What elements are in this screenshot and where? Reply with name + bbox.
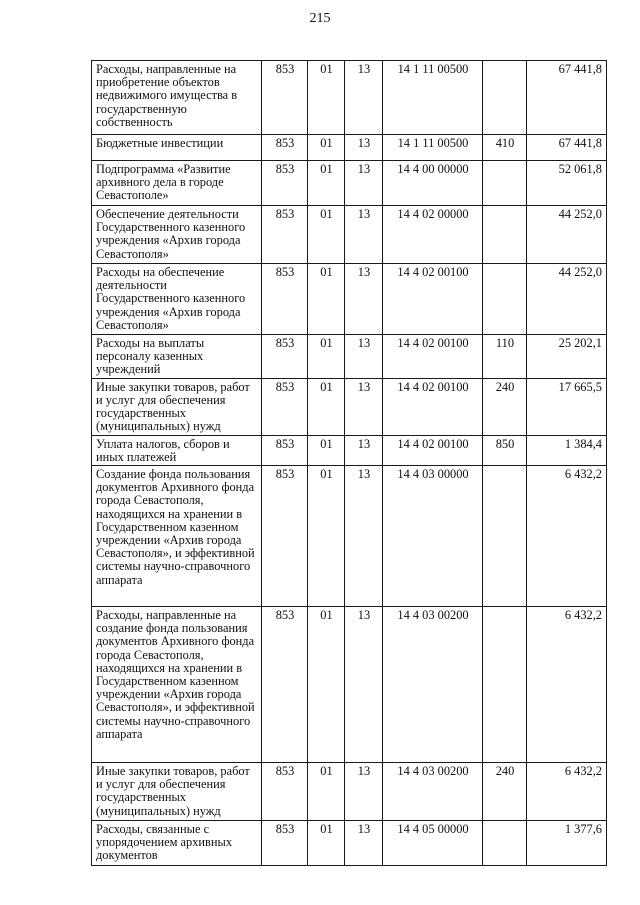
expense-type-code: [483, 161, 527, 206]
table-row: [92, 435, 607, 465]
target-article-code: 14 1 11 00500: [383, 61, 483, 135]
target-article-code: 14 4 03 00200: [383, 607, 483, 763]
target-article-code: 14 4 02 00100: [383, 335, 483, 379]
expense-type-code: [483, 61, 527, 135]
table-row: [92, 61, 607, 135]
section-code: 01: [308, 435, 345, 465]
amount: 6 432,2: [527, 763, 607, 821]
subsection-code: 13: [345, 607, 383, 763]
section-code: 01: [308, 135, 345, 161]
target-article-code: 14 4 02 00100: [383, 435, 483, 465]
expense-type-code: [483, 264, 527, 335]
amount: 1 384,4: [527, 435, 607, 465]
page-number: 215: [309, 11, 331, 26]
subsection-code: 13: [345, 264, 383, 335]
expense-type-code: [483, 607, 527, 763]
ministry-code: 853: [262, 435, 308, 465]
row-name: Иные закупки товаров, работ и услуг для обеспечения государственных (муниципальных) нужд: [92, 378, 262, 435]
subsection-code: 13: [345, 135, 383, 161]
table-row: [92, 135, 607, 161]
section-code: 01: [308, 264, 345, 335]
amount: 44 252,0: [527, 264, 607, 335]
target-article-code: 14 4 03 00200: [383, 763, 483, 821]
subsection-code: 13: [345, 378, 383, 435]
table-row: [92, 378, 607, 435]
section-code: 01: [308, 763, 345, 821]
amount: 25 202,1: [527, 335, 607, 379]
row-name: Расходы на обеспечение деятельности Государственного казенного учреждения «Архив города Севастополя»: [92, 264, 262, 335]
table-row: [92, 264, 607, 335]
row-name: Подпрограмма «Развитие архивного дела в городе Севастополе»: [92, 161, 262, 206]
amount: 6 432,2: [527, 466, 607, 607]
expense-type-code: [483, 821, 527, 866]
row-name: Обеспечение деятельности Государственного казенного учреждения «Архив города Севастополя»: [92, 206, 262, 264]
section-code: 01: [308, 206, 345, 264]
row-name: Расходы, направленные на приобретение объектов недвижимого имущества в государственную собственность: [92, 61, 262, 135]
expense-type-code: 240: [483, 763, 527, 821]
section-code: 01: [308, 607, 345, 763]
section-code: 01: [308, 161, 345, 206]
subsection-code: 13: [345, 206, 383, 264]
table-row: [92, 161, 607, 206]
table-row: [92, 335, 607, 379]
row-name: Уплата налогов, сборов и иных платежей: [92, 435, 262, 465]
row-name: Расходы, связанные с упорядочением архивных документов: [92, 821, 262, 866]
section-code: 01: [308, 821, 345, 866]
table-row: [92, 763, 607, 821]
amount: 17 665,5: [527, 378, 607, 435]
subsection-code: 13: [345, 335, 383, 379]
table-row: [92, 466, 607, 607]
row-name: Создание фонда пользования документов Архивного фонда города Севастополя, находящихся на хранении в Государственном казенном учреждении «Архив города Севастополя», и эффективной системы научно-справочного аппарата: [92, 466, 262, 607]
ministry-code: 853: [262, 135, 308, 161]
ministry-code: 853: [262, 378, 308, 435]
expense-type-code: 850: [483, 435, 527, 465]
target-article-code: 14 4 03 00000: [383, 466, 483, 607]
target-article-code: 14 4 02 00100: [383, 264, 483, 335]
row-name: Расходы на выплаты персоналу казенных учреждений: [92, 335, 262, 379]
row-name: Бюджетные инвестиции: [92, 135, 262, 161]
subsection-code: 13: [345, 61, 383, 135]
subsection-code: 13: [345, 466, 383, 607]
expense-type-code: 410: [483, 135, 527, 161]
ministry-code: 853: [262, 335, 308, 379]
target-article-code: 14 4 00 00000: [383, 161, 483, 206]
section-code: 01: [308, 466, 345, 607]
amount: 52 061,8: [527, 161, 607, 206]
target-article-code: 14 4 02 00000: [383, 206, 483, 264]
target-article-code: 14 4 02 00100: [383, 378, 483, 435]
expense-type-code: 240: [483, 378, 527, 435]
ministry-code: 853: [262, 264, 308, 335]
section-code: 01: [308, 61, 345, 135]
table-row: [92, 821, 607, 866]
subsection-code: 13: [345, 435, 383, 465]
subsection-code: 13: [345, 763, 383, 821]
ministry-code: 853: [262, 466, 308, 607]
target-article-code: 14 1 11 00500: [383, 135, 483, 161]
section-code: 01: [308, 335, 345, 379]
expense-type-code: [483, 206, 527, 264]
amount: 44 252,0: [527, 206, 607, 264]
amount: 6 432,2: [527, 607, 607, 763]
ministry-code: 853: [262, 206, 308, 264]
expense-type-code: [483, 466, 527, 607]
budget-table: [91, 60, 607, 866]
table-row: [92, 206, 607, 264]
row-name: Иные закупки товаров, работ и услуг для обеспечения государственных (муниципальных) нужд: [92, 763, 262, 821]
section-code: 01: [308, 378, 345, 435]
subsection-code: 13: [345, 161, 383, 206]
amount: 1 377,6: [527, 821, 607, 866]
amount: 67 441,8: [527, 135, 607, 161]
ministry-code: 853: [262, 61, 308, 135]
table-row: [92, 607, 607, 763]
ministry-code: 853: [262, 607, 308, 763]
ministry-code: 853: [262, 821, 308, 866]
row-name: Расходы, направленные на создание фонда пользования документов Архивного фонда города Севастополя, находящихся на хранении в Государственном казенном учреждении «Архив города Севастополя», и эффективной системы научно-справочного аппарата: [92, 607, 262, 763]
ministry-code: 853: [262, 161, 308, 206]
amount: 67 441,8: [527, 61, 607, 135]
target-article-code: 14 4 05 00000: [383, 821, 483, 866]
ministry-code: 853: [262, 763, 308, 821]
expense-type-code: 110: [483, 335, 527, 379]
subsection-code: 13: [345, 821, 383, 866]
